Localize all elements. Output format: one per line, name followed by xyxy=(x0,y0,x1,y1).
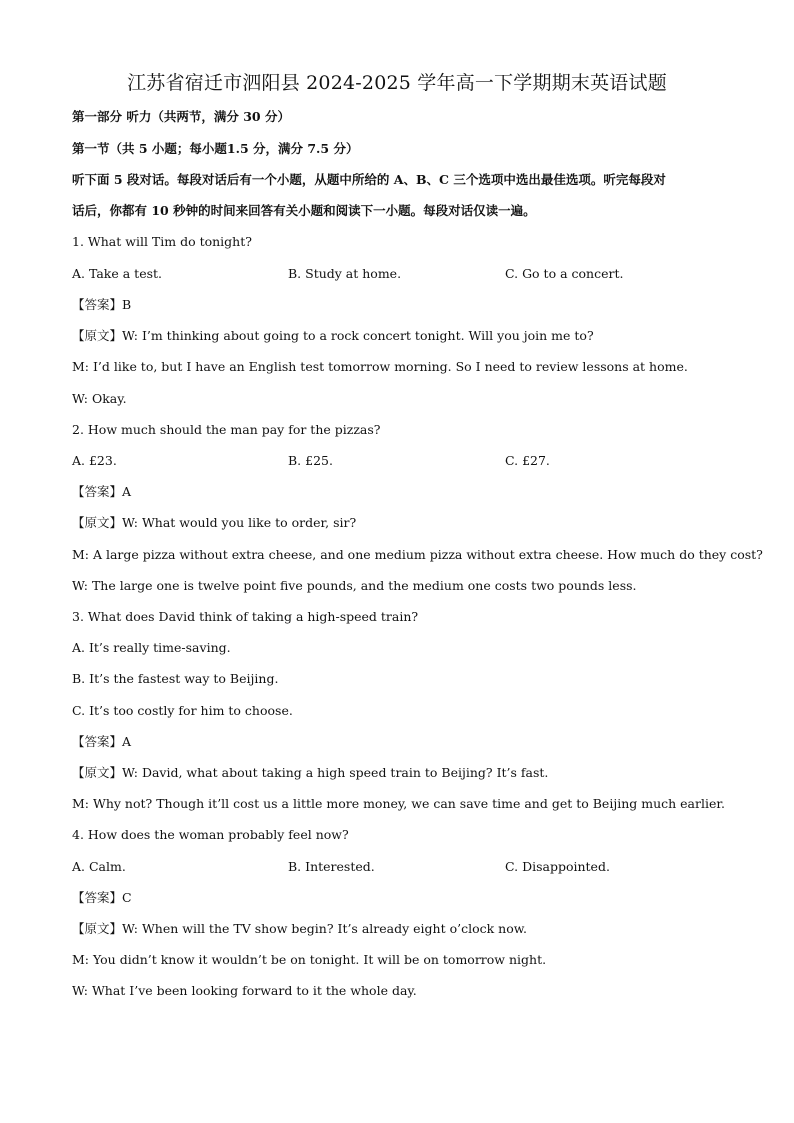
question-3-option-a: A. It’s really time-saving. xyxy=(72,640,231,655)
question-2-option-a: A. £23. xyxy=(72,453,117,468)
question-2-option-c: C. £27. xyxy=(505,453,550,468)
question-3-answer: 【答案】A xyxy=(72,734,132,749)
instructions-line-1: 听下面 5 段对话。每段对话后有一个小题，从题中所给的 A、B、C 三个选项中选出最佳选项。听完每段对 xyxy=(72,172,666,187)
question-4-transcript-1: 【原文】W: When will the TV show begin? It’s already eight o’clock now. xyxy=(72,921,527,936)
question-1-transcript-2: M: I’d like to, but I have an English test tomorrow morning. So I need to review lessons at home. xyxy=(72,359,688,374)
question-2-transcript-2: M: A large pizza without extra cheese, and one medium pizza without extra cheese. How much do they cost? xyxy=(72,547,763,562)
question-1-transcript-3: W: Okay. xyxy=(72,391,127,406)
question-1-transcript-1: 【原文】W: I’m thinking about going to a rock concert tonight. Will you join me to? xyxy=(72,328,594,343)
page-title: 江苏省宿迁市泗阳县 2024-2025 学年高一下学期期末英语试题 xyxy=(127,72,667,94)
question-1-stem: 1. What will Tim do tonight? xyxy=(72,234,252,249)
instructions-line-2: 话后，你都有 10 秒钟的时间来回答有关小题和阅读下一小题。每段对话仅读一遍。 xyxy=(72,203,536,218)
question-1-answer: 【答案】B xyxy=(72,297,132,312)
question-3-stem: 3. What does David think of taking a high-speed train? xyxy=(72,609,419,624)
question-3-option-b: B. It’s the fastest way to Beijing. xyxy=(72,671,279,686)
question-4-transcript-2: M: You didn’t know it wouldn’t be on tonight. It will be on tomorrow night. xyxy=(72,952,547,967)
question-4-stem: 4. How does the woman probably feel now? xyxy=(72,827,349,842)
question-2-transcript-3: W: The large one is twelve point five pounds, and the medium one costs two pounds less. xyxy=(72,578,637,593)
question-4-answer: 【答案】C xyxy=(72,890,132,905)
part-heading: 第一部分 听力（共两节，满分 30 分） xyxy=(72,109,290,124)
question-2-option-b: B. £25. xyxy=(288,453,333,468)
question-2-answer: 【答案】A xyxy=(72,484,132,499)
question-4-transcript-3: W: What I’ve been looking forward to it the whole day. xyxy=(72,983,417,998)
question-2-stem: 2. How much should the man pay for the pizzas? xyxy=(72,422,381,437)
question-4-option-b: B. Interested. xyxy=(288,859,375,874)
question-1-option-c: C. Go to a concert. xyxy=(505,266,624,281)
question-4-option-a: A. Calm. xyxy=(72,859,126,874)
question-4-option-c: C. Disappointed. xyxy=(505,859,610,874)
question-3-option-c: C. It’s too costly for him to choose. xyxy=(72,703,293,718)
question-1-option-b: B. Study at home. xyxy=(288,266,402,281)
question-1-option-a: A. Take a test. xyxy=(72,266,162,281)
question-3-transcript-2: M: Why not? Though it’ll cost us a little more money, we can save time and get to Beijing much earlier. xyxy=(72,796,725,811)
question-2-transcript-1: 【原文】W: What would you like to order, sir? xyxy=(72,515,357,530)
section-heading: 第一节（共 5 小题；每小题1.5 分，满分 7.5 分） xyxy=(72,141,359,156)
question-3-transcript-1: 【原文】W: David, what about taking a high speed train to Beijing? It’s fast. xyxy=(72,765,549,780)
